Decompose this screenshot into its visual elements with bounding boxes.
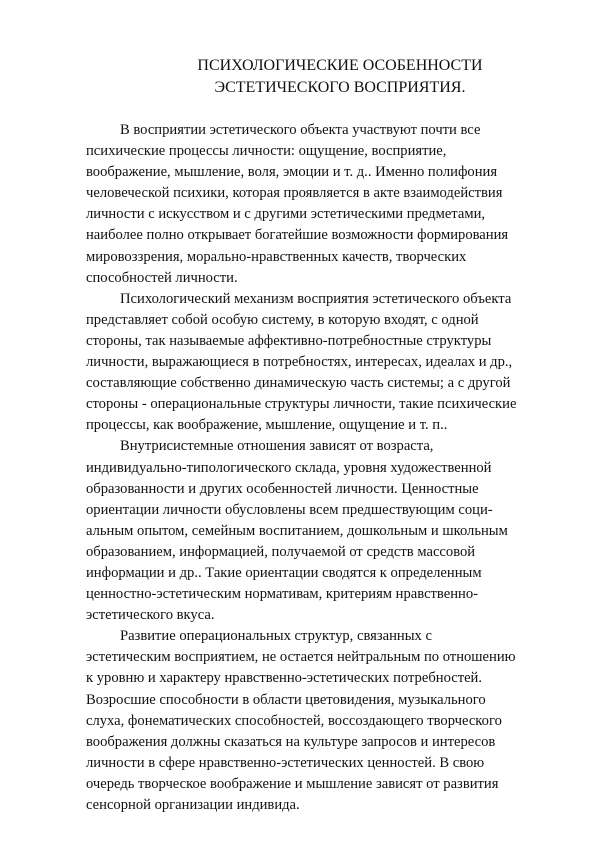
text-line: ориентации личности обусловлены всем предшествующим соци- xyxy=(86,501,493,518)
text-line: воображения должны сказаться на культуре запросов и интересов xyxy=(86,733,496,750)
title-line: ЭСТЕТИЧЕСКОГО ВОСПРИЯТИЯ. xyxy=(214,79,466,96)
text-line: Развитие операциональных структур, связанных с xyxy=(120,628,432,645)
text-line: эстетическим восприятием, не остается нейтральным по отношению xyxy=(86,649,516,666)
text-line: Возросшие способности в области цветовидения, музыкального xyxy=(86,691,486,708)
text-line: воображение, мышление, воля, эмоции и т. д.. Именно полифония xyxy=(86,164,498,181)
paragraph-2 xyxy=(86,289,546,437)
text-line: наиболее полно открывает богатейшие возможности формирования xyxy=(86,227,509,244)
text-line: к уровню и характеру нравственно-эстетических потребностей. xyxy=(86,670,483,687)
document-body xyxy=(86,120,546,816)
text-line: личности, выражающиеся в потребностях, интересах, идеалах и др., xyxy=(86,354,513,371)
text-line: мировоззрения, морально-нравственных качеств, творческих xyxy=(86,248,467,265)
text-line: альным опытом, семейным воспитанием, дошкольным и школьным xyxy=(86,522,508,539)
text-line: ценностно-эстетическим нормативам, критериям нравственно- xyxy=(86,586,478,603)
paragraph-3 xyxy=(86,436,546,626)
text-line: стороны, так называемые аффективно-потребностные структуры xyxy=(86,332,492,349)
text-line: Психологический механизм восприятия эстетического объекта xyxy=(120,290,512,307)
text-line: эстетического вкуса. xyxy=(86,607,215,624)
text-line: составляющие собственно динамическую часть системы; а с другой xyxy=(86,375,511,392)
text-line: стороны - операциональные структуры личности, такие психические xyxy=(86,396,517,413)
text-line: личности в сфере нравственно-эстетических ценностей. В свою xyxy=(86,754,485,771)
title-line: ПСИХОЛОГИЧЕСКИЕ ОСОБЕННОСТИ xyxy=(197,57,483,74)
paragraph-4 xyxy=(86,626,546,816)
text-line: процессы, как воображение, мышление, ощущение и т. п.. xyxy=(86,417,448,434)
text-line: образованности и других особенностей личности. Ценностные xyxy=(86,480,479,497)
text-line: психические процессы личности: ощущение, восприятие, xyxy=(86,143,447,160)
text-line: способностей личности. xyxy=(86,269,238,286)
page-title xyxy=(120,55,560,99)
text-line: человеческой психики, которая проявляется в акте взаимодействия xyxy=(86,185,503,202)
text-line: образованием, информацией, получаемой от средств массовой xyxy=(86,543,476,560)
text-line: представляет собой особую систему, в которую входят, с одной xyxy=(86,311,479,328)
text-line: В восприятии эстетического объекта участвуют почти все xyxy=(120,122,481,138)
text-line: информации и др.. Такие ориентации сводятся к определенным xyxy=(86,564,482,581)
text-line: сенсорной организации индивида. xyxy=(86,797,300,813)
paragraph-1 xyxy=(86,120,546,289)
text-line: личности с искусством и с другими эстетическими предметами, xyxy=(86,206,486,223)
text-line: очередь творческое воображение и мышление зависят от развития xyxy=(86,775,499,792)
text-line: Внутрисистемные отношения зависят от возраста, xyxy=(120,438,434,455)
text-line: слуха, фонематических способностей, воссоздающего творческого xyxy=(86,712,502,729)
text-line: индивидуально-типологического склада, уровня художественной xyxy=(86,459,492,476)
